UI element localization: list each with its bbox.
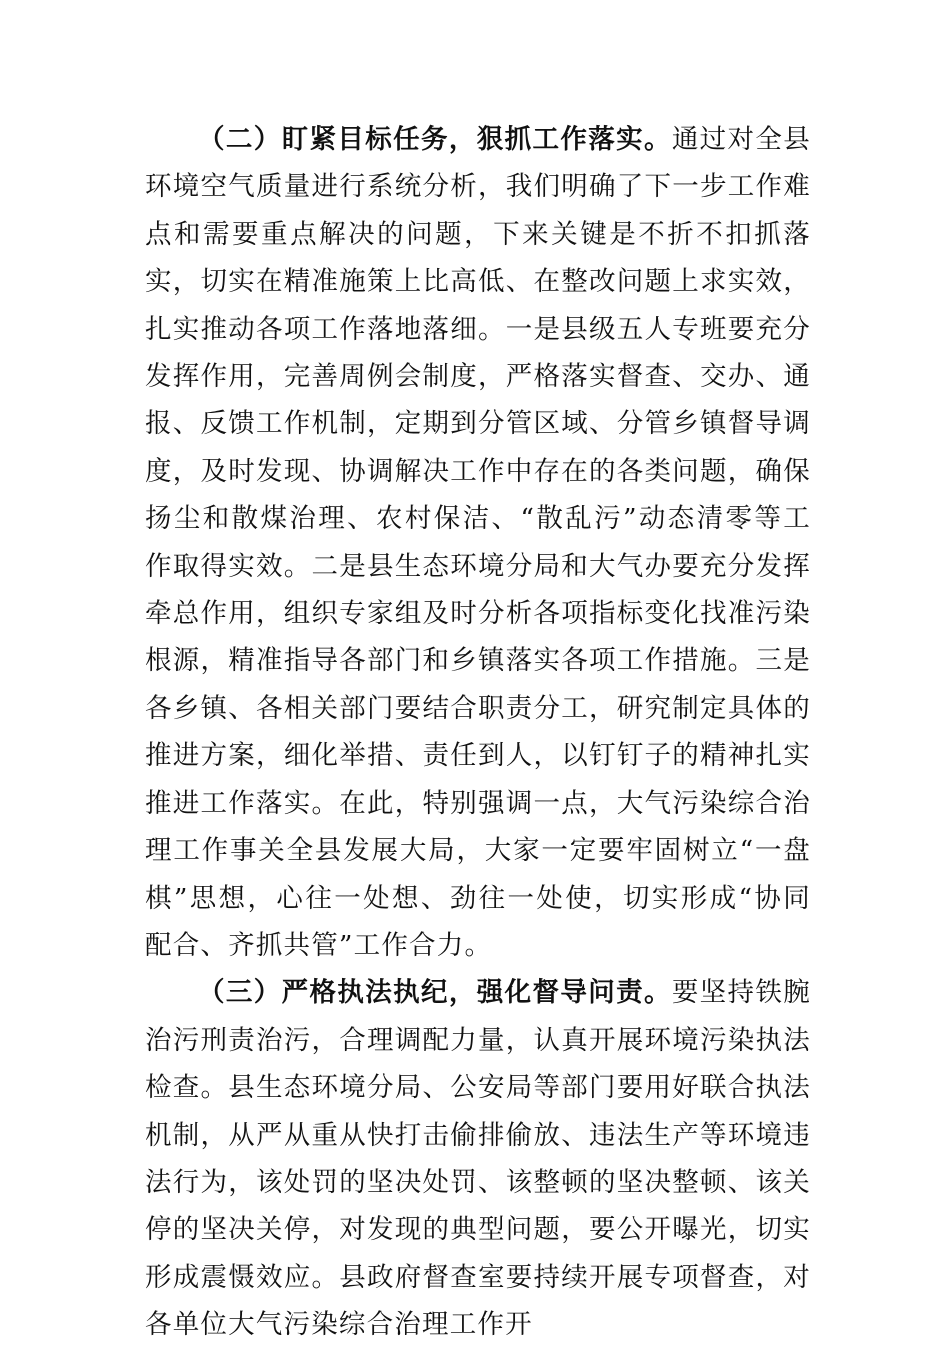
paragraph-2 <box>145 116 811 969</box>
paragraph-2-heading: （二）盯紧目标任务，狠抓工作落实。 <box>198 124 672 155</box>
paragraph-2-body: 通过对全县环境空气质量进行系统分析，我们明确了下一步工作难点和需要重点解决的问题，下来关键是不折不扣抓落实，切实在精准施策上比高低、在整改问题上求实效，扎实推动各项工作落地落细。一是县级五人专班要充分发挥作用，完善周例会制度，严格落实督查、交办、通报、反馈工作机制，定期到分管区域、分管乡镇督导调度，及时发现、协调解决工作中存在的各类问题，确保扬尘和散煤治理、农村保洁、“散乱污”动态清零等工作取得实效。二是县生态环境分局和大气办要充分发挥牵总作用，组织专家组及时分析各项指标变化找准污染根源，精准指导各部门和乡镇落实各项工作措施。三是各乡镇、各相关部门要结合职责分工，研究制定具体的推进方案，细化举措、责任到人，以钉钉子的精神扎实推进工作落实。在此，特别强调一点，大气污染综合治理工作事关全县发展大局，大家一定要牢固树立“一盘棋”思想，心往一处想、劲往一处使，切实形成“协同配合、齐抓共管”工作合力。 <box>145 124 811 961</box>
paragraph-3-body: 要坚持铁腕治污刑责治污，合理调配力量，认真开展环境污染执法检查。县生态环境分局、公安局等部门要用好联合执法机制，从严从重从快打击偷排偷放、违法生产等环境违法行为，该处罚的坚决处罚、该整顿的坚决整顿、该关停的坚决关停，对发现的典型问题，要公开曝光，切实形成震慑效应。县政府督查室要持续开展专项督查，对各单位大气污染综合治理工作开 <box>145 977 811 1341</box>
paragraph-3-heading: （三）严格执法执纪，强化督导问责。 <box>198 977 672 1009</box>
paragraph-3 <box>145 969 811 1348</box>
document-page <box>145 116 811 1349</box>
